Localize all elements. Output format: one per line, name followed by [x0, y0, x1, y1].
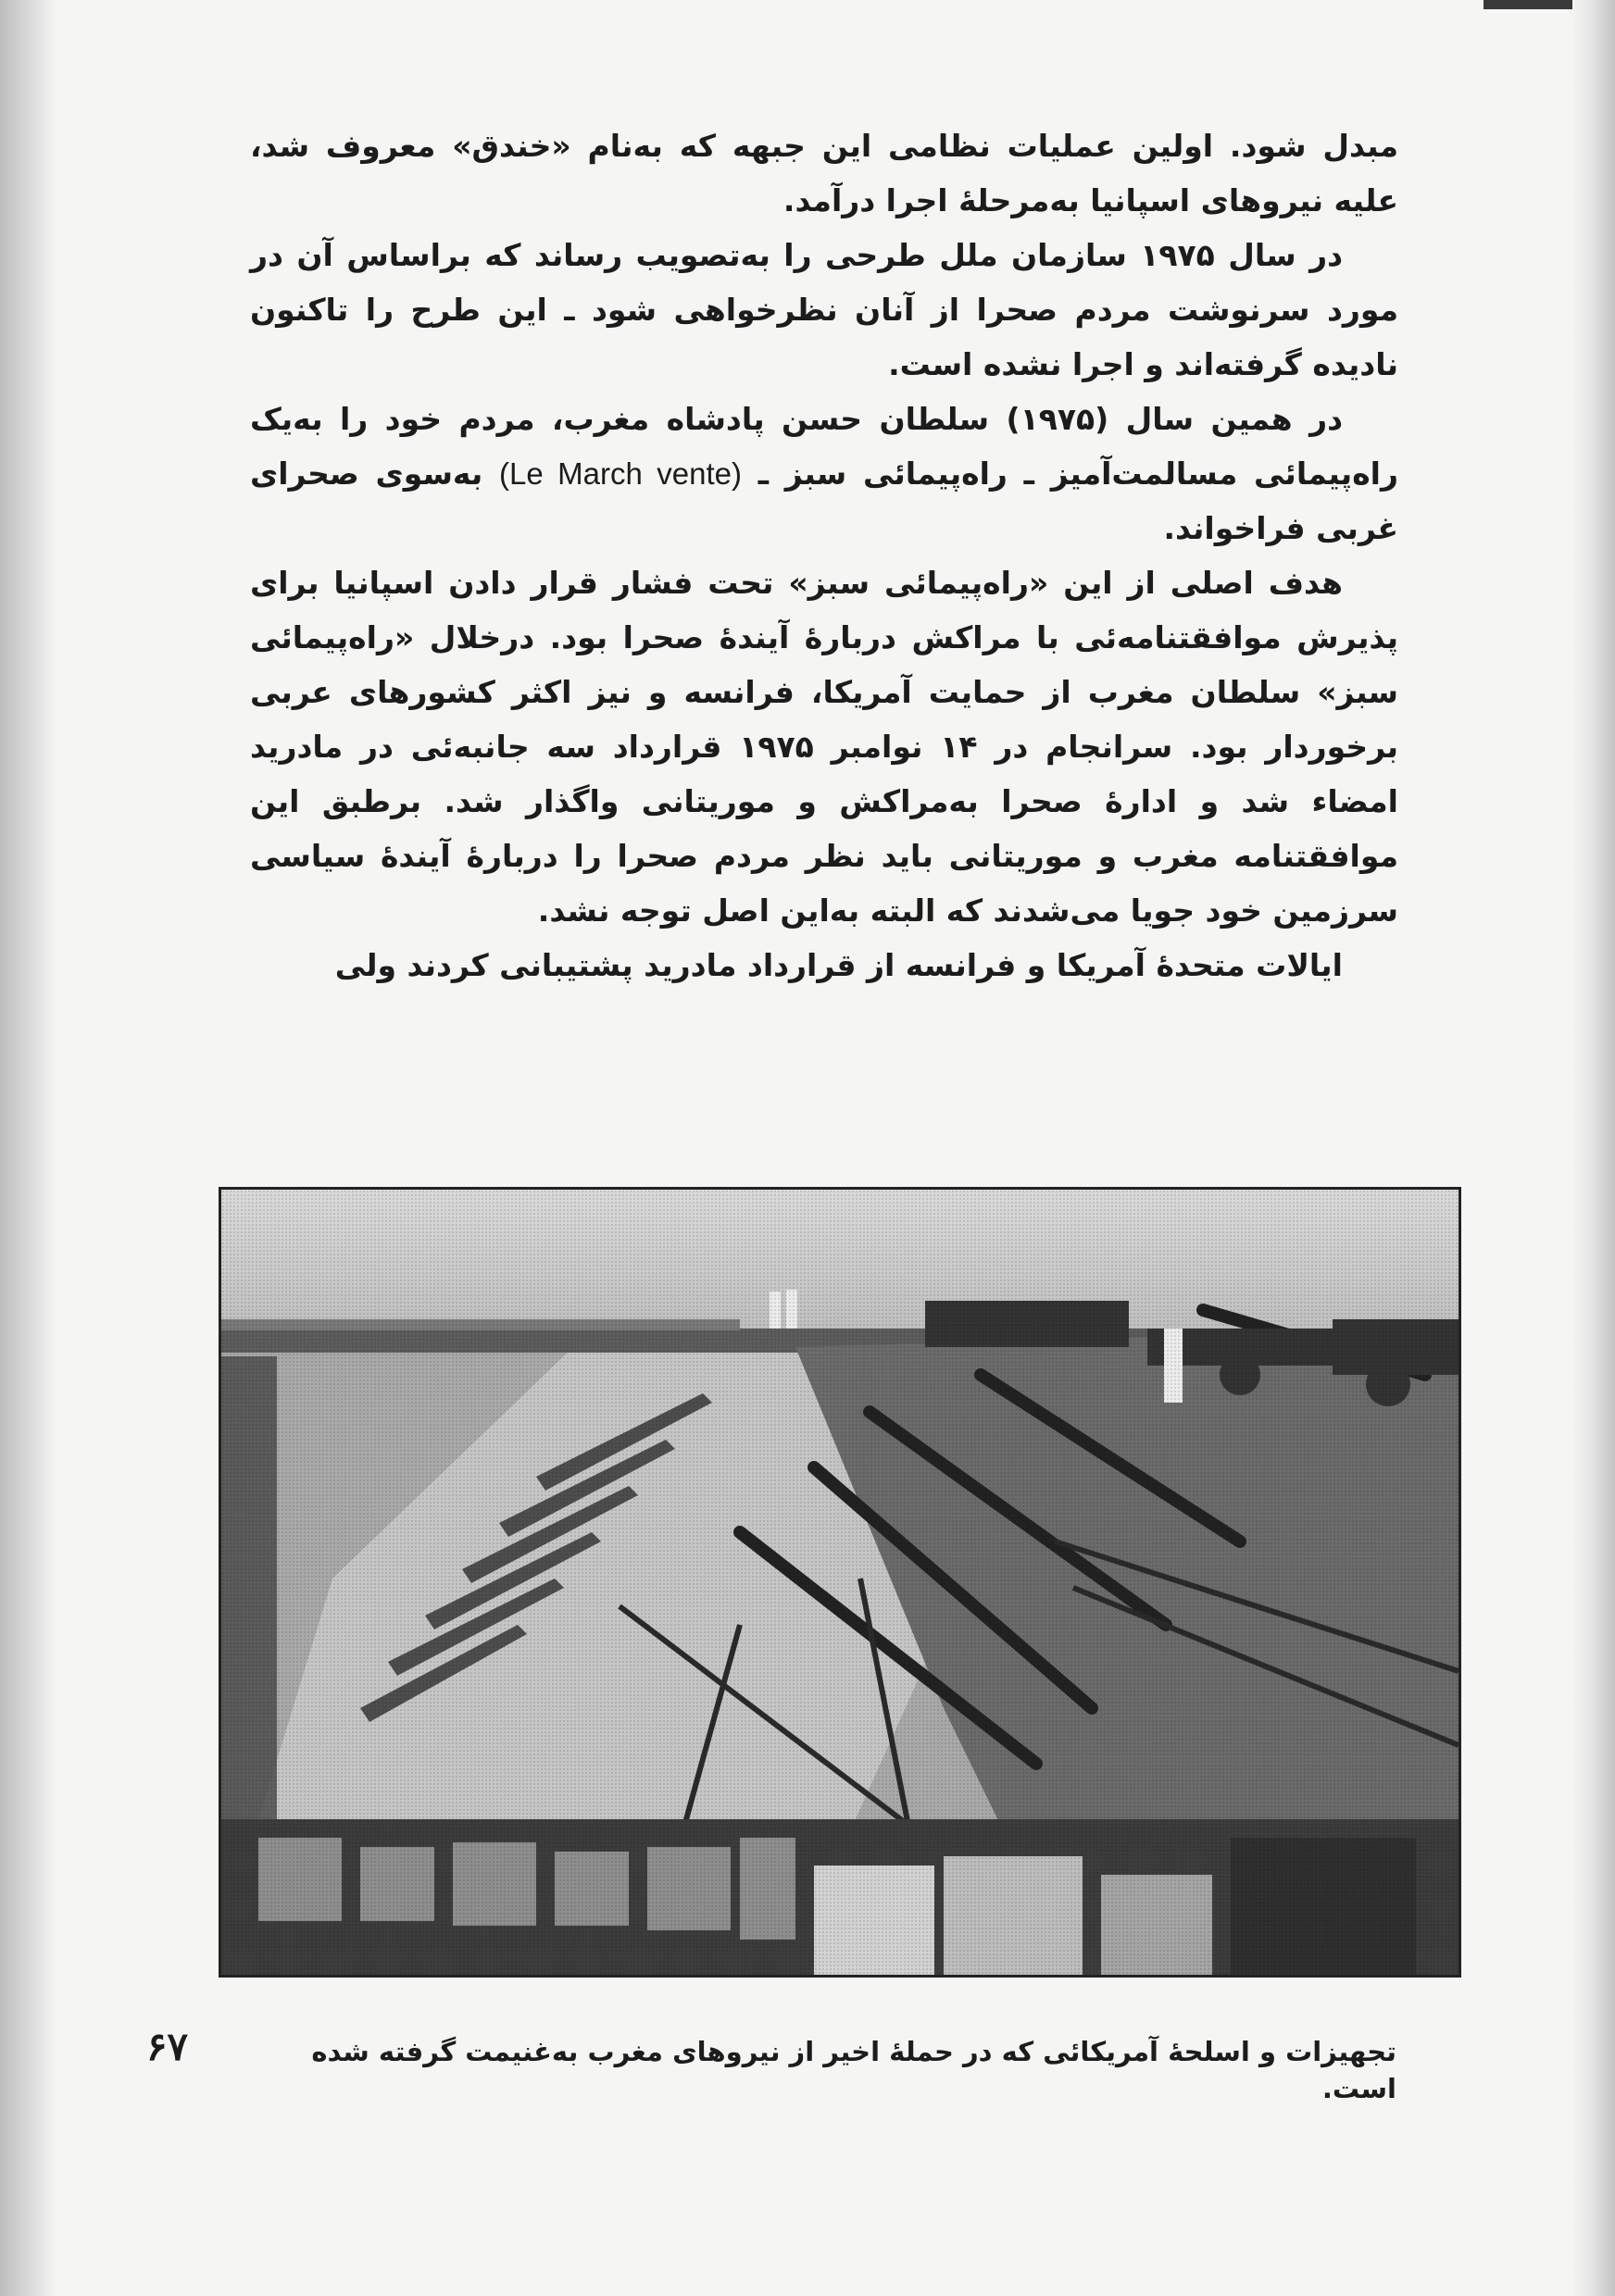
paragraph-3-end: به‌سوی صحرای غربی فراخواند.: [250, 455, 1398, 546]
scan-edge-right: [1572, 0, 1615, 2296]
book-page: [54, 0, 1572, 2296]
scan-edge-left: [0, 0, 54, 2296]
paragraph-2: در سال ۱۹۷۵ سازمان ملل طرحی را به‌تصویب رساند که براساس آن در مورد سرنوشت مردم صحرا از آنان نظرخواهی شود ـ این طرح را تاکنون نادیده گرفته‌اند و اجرا نشده است.: [250, 237, 1398, 382]
paragraph-3-start: در همین سال (۱۹۷۵) سلطان حسن پادشاه مغرب، مردم خود را به‌یک راه‌پیمائی مسالمت‌آمیز ـ راه‌پیمائی سبز ـ: [250, 401, 1398, 492]
paragraph-5: ایالات متحدهٔ آمریکا و فرانسه از قرارداد مادرید پشتیبانی کردند ولی: [334, 947, 1343, 983]
paragraph-4: هدف اصلی از این «راه‌پیمائی سبز» تحت فشار قرار دادن اسپانیا برای پذیرش موافقتنامه‌ئی با مراکش دربارهٔ آیندهٔ صحرا بود. درخلال «راه‌پیمائی سبز» سلطان مغرب از حمایت آمریکا، فرانسه و نیز اکثر کشورهای عربی برخوردار بود. سرانجام در ۱۴ نوامبر ۱۹۷۵ قرارداد سه جانبه‌ئی در مادرید امضاء شد و ادارهٔ صحرا به‌مراکش و موریتانی واگذار شد. برطبق این موافقتنامه مغرب و موریتانی باید نظر مردم صحرا را دربارهٔ آیندهٔ سیاسی سرزمین خود جویا می‌شدند که البته به‌این اصل توجه نشد.: [250, 565, 1398, 929]
corner-mark: [1484, 0, 1572, 9]
paragraph-3: [250, 392, 1398, 555]
paragraph-3-latin: (Le March vente): [499, 456, 742, 491]
photograph-captured-weapons: [219, 1187, 1461, 1978]
page-number: ۶۷: [146, 2024, 189, 2069]
photograph-drawing: [221, 1190, 1459, 1975]
paragraph-1: مبدل شود. اولین عملیات نظامی این جبهه که به‌نام «خندق» معروف شد، علیه نیروهای اسپانیا به‌مرحلهٔ اجرا درآمد.: [250, 128, 1398, 218]
body-text: [250, 119, 1398, 992]
photo-caption: تجهیزات و اسلحهٔ آمریکائی که در حملهٔ اخیر از نیروهای مغرب به‌غنیمت گرفته شده است.: [311, 2036, 1396, 2104]
